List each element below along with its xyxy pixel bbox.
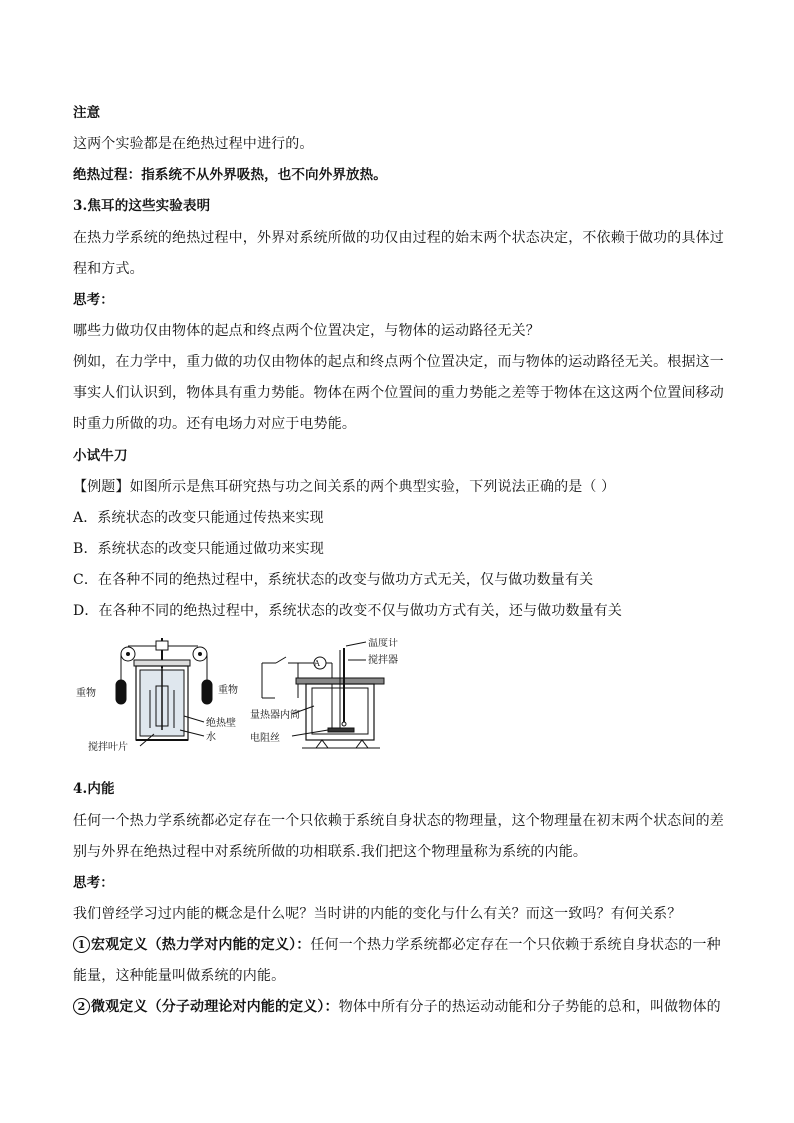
note-text: 这两个实验都是在绝热过程中进行的。 — [73, 136, 314, 152]
micro-definition-text: 物体中所有分子的热运动动能和分子势能的总和，叫做物体的 — [338, 999, 721, 1015]
section4-text-line1: 任何一个热力学系统都必定存在一个只依赖于系统自身状态的物理量，这个物理量在初末两个状态间的差 — [73, 813, 724, 829]
label-stirrer: 搅拌器 — [368, 655, 398, 666]
weight-left — [116, 680, 126, 704]
example-question: 【例题】如图所示是焦耳研究热与功之间关系的两个典型实验，下列说法正确的是（ ） — [73, 479, 616, 495]
label-insulated-wall: 绝热壁 — [206, 718, 236, 729]
section4-text-line2: 别与外界在绝热过程中对系统所做的功相联系.我们把这个物理量称为系统的内能。 — [73, 844, 587, 860]
think1-answer-line1: 例如，在力学中，重力做的功仅由物体的起点和终点两个位置决定，而与物体的运动路径无关。根据这一 — [73, 354, 724, 370]
macro-definition-text: 任何一个热力学系统都必定存在一个只依赖于系统自身状态的一种 — [310, 937, 721, 953]
trial-heading: 小试牛刀 — [73, 448, 128, 464]
macro-definition-title: 宏观定义（热力学对内能的定义）： — [91, 937, 311, 953]
macro-definition — [73, 935, 723, 955]
think1-answer-line3: 时重力所做的功。还有电场力对应于电势能。 — [73, 416, 356, 432]
number-2-badge: 2 — [73, 998, 90, 1015]
think2-heading: 思考： — [73, 875, 114, 891]
macro-definition-line2: 能量，这种能量叫做系统的内能。 — [73, 968, 286, 984]
think2-question: 我们曾经学习过内能的概念是什么呢？当时讲的内能的变化与什么有关？而这一致吗？有何关系？ — [73, 906, 682, 922]
section3-text-line2: 程和方式。 — [73, 261, 144, 277]
option-c: C．在各种不同的绝热过程中，系统状态的改变与做功方式无关，仅与做功数量有关 — [73, 572, 594, 588]
experiment-diagram — [70, 638, 400, 753]
option-d: D．在各种不同的绝热过程中，系统状态的改变不仅与做功方式有关，还与做功数量有关 — [73, 603, 623, 619]
weight-right — [202, 680, 212, 704]
section3-text-line1: 在热力学系统的绝热过程中，外界对系统所做的功仅由过程的始末两个状态决定，不依赖于做功的具体过 — [73, 230, 724, 246]
label-weight-left: 重物 — [76, 688, 96, 699]
section4-heading: 4.内能 — [73, 781, 115, 797]
micro-definition — [73, 997, 723, 1017]
label-ammeter: A — [314, 659, 320, 668]
think1-answer-line2: 事实人们认识到，物体具有重力势能。物体在两个位置间的重力势能之差等于物体在这这两个位置间移动 — [73, 385, 724, 401]
option-a: A．系统状态的改变只能通过传热来实现 — [73, 510, 324, 526]
option-b: B．系统状态的改变只能通过做功来实现 — [73, 541, 324, 557]
label-resistor: 电阻丝 — [250, 733, 280, 744]
joule-experiment-figure — [70, 638, 400, 753]
label-weight-right: 重物 — [218, 685, 238, 696]
think1-heading: 思考： — [73, 292, 114, 308]
paddle-apparatus — [116, 638, 212, 746]
number-1-badge: 1 — [73, 936, 90, 953]
section3-heading: 3.焦耳的这些实验表明 — [73, 198, 211, 214]
label-calorimeter: 量热器内筒 — [250, 710, 300, 721]
calorimeter-apparatus — [262, 642, 384, 748]
label-water: 水 — [206, 732, 216, 743]
think1-question: 哪些力做功仅由物体的起点和终点两个位置决定，与物体的运动路径无关？ — [73, 323, 540, 339]
note-heading: 注意 — [73, 105, 101, 121]
micro-definition-title: 微观定义（分子动理论对内能的定义）： — [91, 999, 339, 1015]
label-thermometer: 温度计 — [368, 638, 398, 649]
adiabatic-definition: 绝热过程：指系统不从外界吸热，也不向外界放热。 — [73, 167, 387, 183]
label-paddle: 搅拌叶片 — [88, 742, 128, 753]
